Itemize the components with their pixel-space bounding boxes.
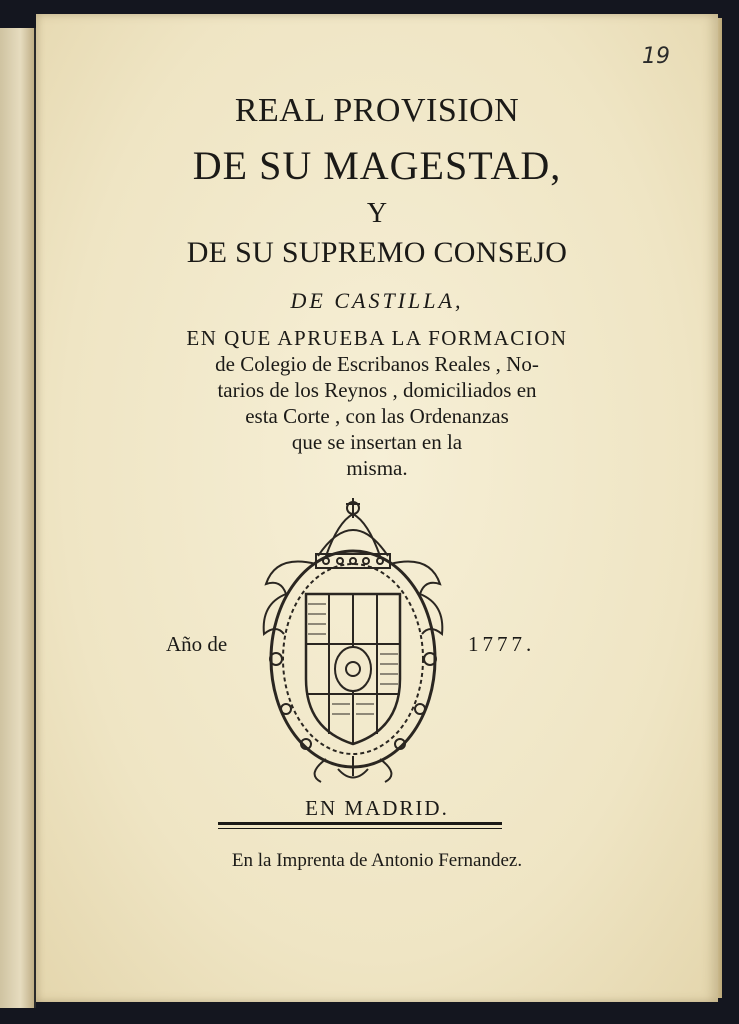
imprint-city: EN MADRID. bbox=[305, 796, 449, 820]
body-line-6: misma. bbox=[346, 456, 408, 480]
adjacent-page-edge bbox=[0, 28, 36, 1008]
royal-coat-of-arms-icon bbox=[246, 494, 460, 784]
title-line-1: REAL PROVISION bbox=[234, 92, 520, 129]
body-line-2: de Colegio de Escribanos Reales , No- bbox=[215, 352, 539, 376]
body-line-5: que se insertan en la bbox=[291, 430, 463, 454]
body-line-3: tarios de los Reynos , domiciliados en bbox=[217, 378, 537, 402]
body-line-4: esta Corte , con las Ordenanzas bbox=[245, 404, 509, 428]
title-line-3: Y bbox=[366, 198, 388, 229]
body-line-1: EN QUE APRUEBA LA FORMACION bbox=[186, 326, 568, 350]
year-label: Año de bbox=[166, 632, 228, 656]
title-line-4: DE SU SUPREMO CONSEJO bbox=[186, 236, 568, 269]
title-line-2: DE SU MAGESTAD, bbox=[192, 143, 562, 188]
double-rule-thin bbox=[218, 828, 502, 829]
title-line-5: DE CASTILLA, bbox=[290, 288, 464, 313]
folio-number: 19 bbox=[642, 44, 670, 69]
title-page bbox=[36, 14, 718, 1002]
double-rule-thick bbox=[218, 822, 502, 825]
year-value: 1777. bbox=[468, 632, 536, 656]
printer-imprint: En la Imprenta de Antonio Fernandez. bbox=[231, 850, 523, 871]
